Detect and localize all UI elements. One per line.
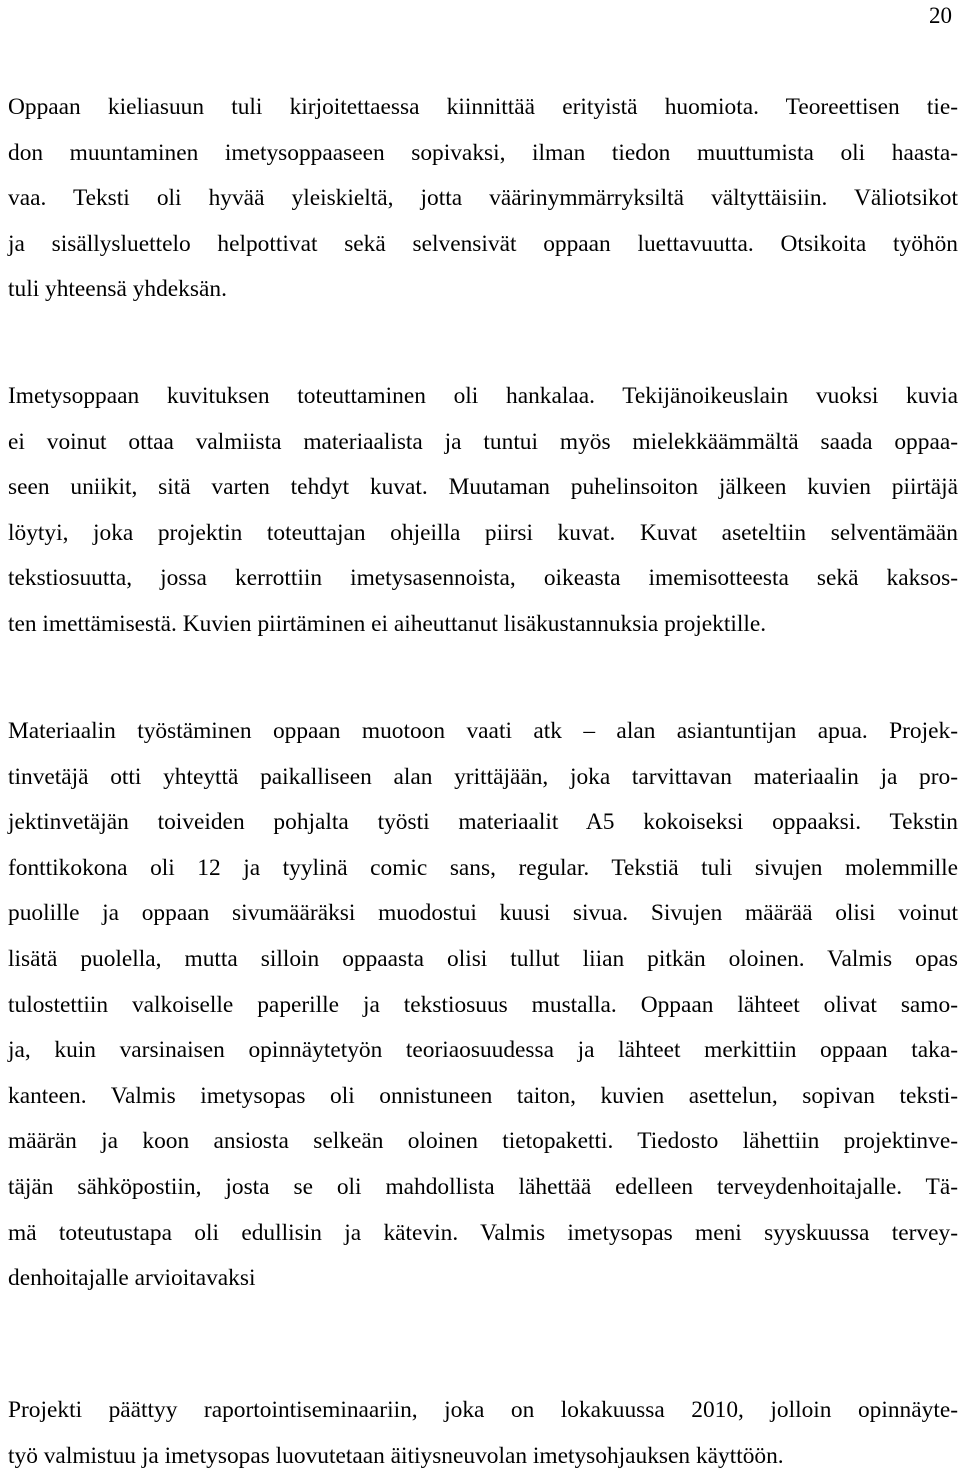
text-line: täjän sähköpostiin, josta se oli mahdollista lähettää edelleen terveydenhoitajalle. Tä-	[8, 1173, 958, 1200]
text-line: jektinvetäjän toiveiden pohjalta työsti materiaalit A5 kokoiseksi oppaaksi. Tekstin	[8, 809, 958, 836]
paragraph-language	[8, 85, 958, 313]
paragraph-project-end	[8, 1388, 958, 1479]
page-number: 20	[929, 3, 952, 28]
text-line: vaa. Teksti oli hyvää yleiskieltä, jotta väärinymmärryksiltä vältyttäisiin. Väliotsikot	[8, 185, 958, 212]
text-line: don muuntaminen imetysoppaaseen sopivaksi, ilman tiedon muuttumista oli haasta-	[8, 139, 958, 166]
text-line: Imetysoppaan kuvituksen toteuttaminen oli hankalaa. Tekijänoikeuslain vuoksi kuvia	[8, 383, 958, 409]
text-line: tuli yhteensä yhdeksän.	[8, 276, 227, 303]
text-line: mä toteutustapa oli edullisin ja kätevin. Valmis imetysopas meni syyskuussa tervey-	[8, 1219, 958, 1246]
text-line: ten imettämisestä. Kuvien piirtäminen ei aiheuttanut lisäkustannuksia projektille.	[8, 610, 767, 637]
text-line: löytyi, joka projektin toteuttajan ohjeilla piirsi kuvat. Kuvat aseteltiin selventämään	[8, 519, 958, 546]
paragraph-material	[8, 709, 958, 1302]
text-line: Materiaalin työstäminen oppaan muotoon vaati atk – alan asiantuntijan apua. Projek-	[8, 718, 958, 744]
paragraph-illustration	[8, 374, 958, 648]
text-line: ja sisällysluettelo helpottivat sekä selvensivät oppaan luettavuutta. Otsikoita työhön	[8, 230, 958, 257]
text-line: Oppaan kieliasuun tuli kirjoitettaessa kiinnittää erityistä huomiota. Teoreettisen tie-	[8, 94, 958, 120]
text-line: kanteen. Valmis imetysopas oli onnistuneen taiton, kuvien asettelun, sopivan teksti-	[8, 1082, 958, 1109]
text-line: tekstiosuutta, jossa kerrottiin imetysasennoista, oikeasta imemisotteesta sekä kaksos-	[8, 565, 958, 592]
text-line: lisätä puolella, mutta silloin oppaasta olisi tullut liian pitkän oloinen. Valmis opas	[8, 945, 958, 972]
text-line: tinvetäjä otti yhteyttä paikalliseen alan yrittäjään, joka tarvittavan materiaalin ja pro-	[8, 763, 958, 790]
text-line: seen uniikit, sitä varten tehdyt kuvat. Muutaman puhelinsoiton jälkeen kuvien piirtäjä	[8, 474, 958, 501]
text-line: tulostettiin valkoiselle paperille ja tekstiosuus mustalla. Oppaan lähteet olivat samo-	[8, 991, 958, 1018]
text-line: Projekti päättyy raportointiseminaariin, joka on lokakuussa 2010, jolloin opinnäyte-	[8, 1397, 958, 1423]
text-line: denhoitajalle arvioitavaksi	[8, 1265, 256, 1292]
text-line: ja, kuin varsinaisen opinnäytetyön teoriaosuudessa ja lähteet merkittiin oppaan taka-	[8, 1037, 958, 1064]
text-line: puolille ja oppaan sivumääräksi muodostui kuusi sivua. Sivujen määrää olisi voinut	[8, 900, 958, 927]
text-line: fonttikokona oli 12 ja tyylinä comic sans, regular. Tekstiä tuli sivujen molemmille	[8, 854, 958, 881]
text-line: määrän ja koon ansiosta selkeän oloinen tietopaketti. Tiedosto lähettiin projektinve-	[8, 1128, 958, 1155]
text-line: ei voinut ottaa valmiista materiaalista ja tuntui myös mielekkäämmältä saada oppaa-	[8, 428, 958, 455]
text-line: työ valmistuu ja imetysopas luovutetaan äitiysneuvolan imetysohjauksen käyttöön.	[8, 1442, 784, 1469]
